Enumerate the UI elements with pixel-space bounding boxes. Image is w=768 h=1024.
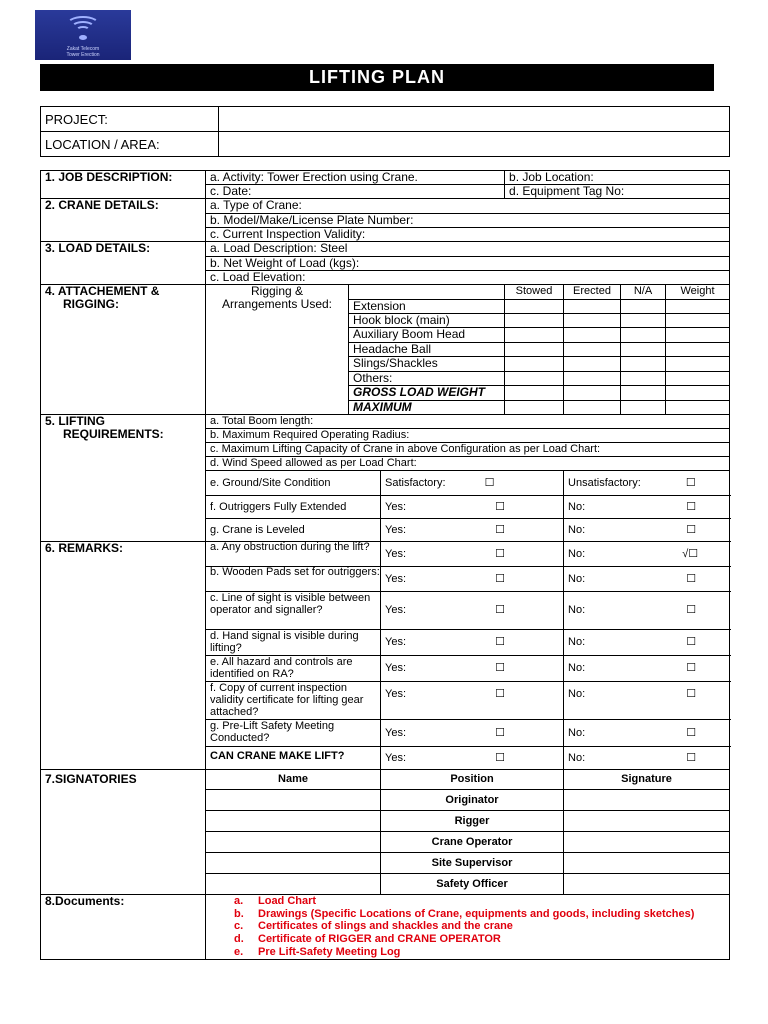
erected-cell[interactable] [564,401,621,415]
checkbox-icon[interactable]: ☐ [686,636,697,648]
document-item-drawings: b. Drawings (Specific Locations of Crane, equipments and goods, including sketches) [234,907,695,920]
no-label: No: [568,688,586,700]
position-rigger: Rigger [381,811,564,832]
no-option[interactable] [564,630,730,656]
erected-cell[interactable] [564,328,621,343]
lifting-requirements-label [41,415,206,542]
name-field[interactable] [206,811,381,832]
location-label: LOCATION / AREA: [41,132,219,157]
ground-condition-label: e. Ground/Site Condition [206,471,381,496]
yes-label: Yes: [385,547,407,560]
yes-label: Yes: [385,726,407,739]
project-label: PROJECT: [41,107,219,132]
weight-cell[interactable] [666,372,730,386]
job-equipment-tag[interactable]: d. Equipment Tag No: [505,185,730,199]
rigging-item-aux-boom-head: Auxiliary Boom Head [349,328,505,343]
tower-icon [79,35,87,40]
col-weight: Weight [666,285,730,300]
stowed-cell[interactable] [505,357,564,372]
lifting-plan-form [40,170,730,960]
lifting-label-line1: 5. LIFTING [45,414,105,428]
position-safety-officer: Safety Officer [381,874,564,895]
unsatisfactory-option[interactable] [564,471,730,496]
weight-cell[interactable] [666,300,730,314]
job-location[interactable]: b. Job Location: [505,171,730,185]
document-item-meeting-log: e. Pre Lift-Safety Meeting Log [234,945,401,958]
signature-field[interactable] [564,790,730,811]
company-logo [35,10,131,60]
satisfactory-label: Satisfactory: [385,476,446,489]
stowed-cell[interactable] [505,372,564,386]
remark-inspection-certificate: f. Copy of current inspection validity certificate for lifting gear attached? [206,682,381,720]
na-cell[interactable] [621,386,666,401]
checkbox-icon[interactable]: ☐ [495,662,506,674]
job-description-label: 1. JOB DESCRIPTION: [41,171,206,199]
na-cell[interactable] [621,357,666,372]
lifting-label-line2: REQUIREMENTS: [63,427,164,441]
yes-option[interactable] [381,682,564,720]
checkbox-icon[interactable]: ☐ [495,604,506,616]
erected-cell[interactable] [564,300,621,314]
documents-list [206,895,730,960]
load-details-label: 3. LOAD DETAILS: [41,242,206,285]
remark-hand-signal: d. Hand signal is visible during lifting? [206,630,381,656]
signature-header: Signature [564,770,730,790]
checkbox-icon[interactable]: ☐ [495,688,506,700]
checkbox-icon[interactable]: ☐ [686,726,697,739]
logo-line-2: Tower Erection [66,52,100,58]
col-erected: Erected [564,285,621,300]
no-option[interactable] [564,496,730,519]
documents-label: 8.Documents: [41,895,206,960]
no-label: No: [568,751,586,764]
stowed-cell[interactable] [505,343,564,357]
checkbox-icon[interactable]: ☐ [495,636,506,648]
erected-cell[interactable] [564,357,621,372]
checkbox-icon[interactable]: ☐ [686,662,697,674]
checkbox-icon[interactable]: ☐ [495,500,506,513]
checkbox-icon[interactable]: ☐ [686,523,697,536]
rigging-item-others: Others: [349,372,505,386]
logo-text [35,46,131,58]
checkbox-icon[interactable]: ☐ [495,547,506,560]
yes-option[interactable] [381,519,564,542]
na-cell[interactable] [621,314,666,328]
job-date[interactable]: c. Date: [206,185,505,199]
checkbox-icon[interactable]: ☐ [484,476,495,489]
crane-type[interactable]: a. Type of Crane: [206,199,730,214]
signature-field[interactable] [564,832,730,853]
stowed-cell[interactable] [505,300,564,314]
crane-inspection-validity[interactable]: c. Current Inspection Validity: [206,228,730,242]
project-table [40,106,730,157]
rigging-item-extension: Extension [349,300,505,314]
no-option[interactable] [564,519,730,542]
can-crane-make-lift-label: CAN CRANE MAKE LIFT? [206,747,381,770]
weight-cell[interactable] [666,357,730,372]
na-cell[interactable] [621,372,666,386]
gross-load-weight-label: GROSS LOAD WEIGHT [349,386,505,401]
remark-line-of-sight: c. Line of sight is visible between operator and signaller? [206,592,381,630]
checkbox-icon[interactable]: ☐ [686,688,697,700]
rigging-used-line2: Arrangements Used: [221,297,333,311]
rigging-item-hook-block: Hook block (main) [349,314,505,328]
position-site-supervisor: Site Supervisor [381,853,564,874]
signature-field[interactable] [564,853,730,874]
yes-option[interactable] [381,496,564,519]
signatories-label: 7.SIGNATORIES [41,770,206,895]
no-label: No: [568,500,586,513]
checkbox-icon[interactable]: ☐ [686,751,697,764]
max-operating-radius[interactable]: b. Maximum Required Operating Radius: [206,429,730,443]
document-item-certificates: c. Certificates of slings and shackles and the crane [234,920,513,933]
stowed-cell[interactable] [505,386,564,401]
crane-leveled-label: g. Crane is Leveled [206,519,381,542]
na-cell[interactable] [621,328,666,343]
remark-wooden-pads: b. Wooden Pads set for outriggers: [206,567,381,592]
no-label: No: [568,523,586,536]
rigging-used-label [206,285,349,415]
unsatisfactory-label: Unsatisfactory: [568,476,641,489]
rigging-item-headache-ball: Headache Ball [349,343,505,357]
yes-option[interactable] [381,630,564,656]
weight-cell[interactable] [666,386,730,401]
position-header: Position [381,770,564,790]
checkbox-icon[interactable]: ☐ [686,500,697,513]
yes-label: Yes: [385,688,407,700]
yes-label: Yes: [385,662,407,674]
remark-obstruction: a. Any obstruction during the lift? [206,542,381,567]
no-label: No: [568,662,586,674]
weight-cell[interactable] [666,328,730,343]
no-label: No: [568,636,586,648]
page-title: LIFTING PLAN [40,64,714,91]
yes-option[interactable] [381,656,564,682]
remarks-label: 6. REMARKS: [41,542,206,770]
yes-label: Yes: [385,523,407,536]
no-option[interactable] [564,720,730,747]
stowed-cell[interactable] [505,401,564,415]
checkbox-icon[interactable]: ☐ [495,726,506,739]
weight-cell[interactable] [666,343,730,357]
rigging-used-line1: Rigging & [250,284,304,298]
checkbox-icon[interactable]: ☐ [495,572,506,585]
yes-option[interactable] [381,747,564,770]
weight-cell[interactable] [666,401,730,415]
yes-label: Yes: [385,500,407,513]
load-description: a. Load Description: Steel [206,242,730,257]
yes-label: Yes: [385,751,407,764]
checkbox-icon[interactable]: ☐ [686,604,697,616]
maximum-label: MAXIMUM [349,401,505,415]
max-lifting-capacity[interactable]: c. Maximum Lifting Capacity of Crane in above Configuration as per Load Chart: [206,443,730,457]
na-cell[interactable] [621,300,666,314]
yes-option[interactable] [381,592,564,630]
col-stowed: Stowed [505,285,564,300]
no-option[interactable] [564,542,730,567]
load-net-weight[interactable]: b. Net Weight of Load (kgs): [206,257,730,271]
load-elevation[interactable]: c. Load Elevation: [206,271,730,285]
yes-label: Yes: [385,572,407,585]
yes-option[interactable] [381,542,564,567]
name-header: Name [206,770,381,790]
signature-field[interactable] [564,874,730,895]
stowed-cell[interactable] [505,314,564,328]
yes-label: Yes: [385,636,407,648]
outriggers-label: f. Outriggers Fully Extended [206,496,381,519]
erected-cell[interactable] [564,372,621,386]
no-label: No: [568,726,586,739]
no-option[interactable] [564,567,730,592]
checkbox-icon[interactable]: ☐ [495,751,506,764]
col-na: N/A [621,285,666,300]
no-label: No: [568,572,586,585]
logo-line-1: Zakat Telecom [66,46,100,52]
no-label: No: [568,604,586,616]
rigging-label-line1: 4. ATTACHEMENT & [45,284,160,298]
signature-field[interactable] [564,811,730,832]
no-option[interactable] [564,747,730,770]
no-label: No: [568,547,586,560]
no-option[interactable] [564,656,730,682]
crane-model[interactable]: b. Model/Make/License Plate Number: [206,214,730,228]
rigging-header-blank [349,285,505,300]
weight-cell[interactable] [666,314,730,328]
erected-cell[interactable] [564,343,621,357]
position-crane-operator: Crane Operator [381,832,564,853]
document-item-load-chart: a. Load Chart [234,895,317,907]
erected-cell[interactable] [564,314,621,328]
rigging-label-line2: RIGGING: [63,297,119,311]
rigging-item-slings: Slings/Shackles [349,357,505,372]
project-field[interactable] [219,107,730,132]
yes-option[interactable] [381,720,564,747]
yes-option[interactable] [381,567,564,592]
name-field[interactable] [206,790,381,811]
position-originator: Originator [381,790,564,811]
checkbox-icon[interactable]: ☐ [685,476,696,489]
name-field[interactable] [206,874,381,895]
checked-checkbox-icon[interactable]: √☐ [682,547,699,560]
crane-details-label: 2. CRANE DETAILS: [41,199,206,242]
document-item-rigger-cert: d. Certificate of RIGGER and CRANE OPERATOR [234,933,501,946]
location-field[interactable] [219,132,730,157]
na-cell[interactable] [621,401,666,415]
no-option[interactable] [564,682,730,720]
no-option[interactable] [564,592,730,630]
remark-hazard-controls: e. All hazard and controls are identified on RA? [206,656,381,682]
remark-pre-lift-meeting: g. Pre-Lift Safety Meeting Conducted? [206,720,381,747]
checkbox-icon[interactable]: ☐ [686,572,697,585]
wind-speed[interactable]: d. Wind Speed allowed as per Load Chart: [206,457,730,471]
checkbox-icon[interactable]: ☐ [495,523,506,536]
na-cell[interactable] [621,343,666,357]
yes-label: Yes: [385,604,407,616]
name-field[interactable] [206,853,381,874]
total-boom-length[interactable]: a. Total Boom length: [206,415,730,429]
rigging-label [41,285,206,415]
job-activity: a. Activity: Tower Erection using Crane. [206,171,505,185]
stowed-cell[interactable] [505,328,564,343]
satisfactory-option[interactable] [381,471,564,496]
erected-cell[interactable] [564,386,621,401]
name-field[interactable] [206,832,381,853]
